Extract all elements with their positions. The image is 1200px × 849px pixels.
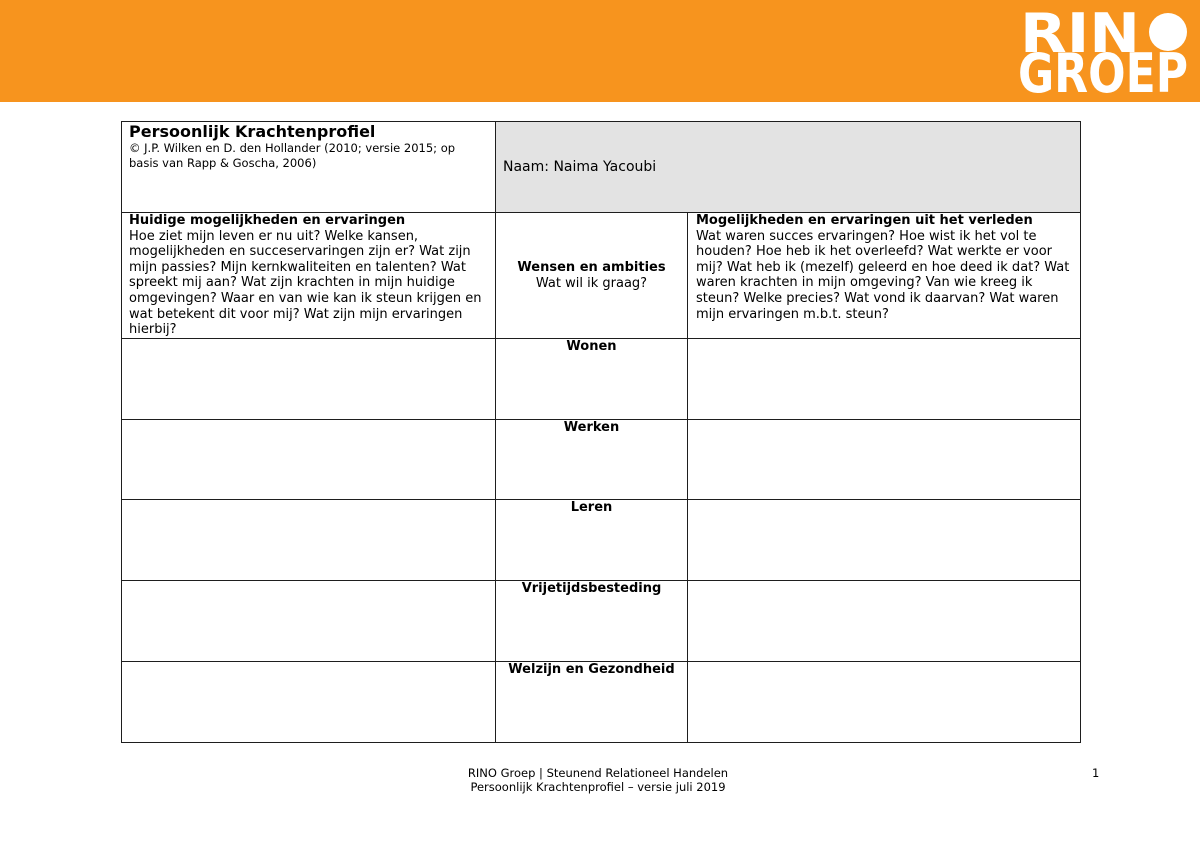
form-title: Persoonlijk Krachtenprofiel [129,122,376,141]
current-cell-welzijn [121,661,495,742]
past-cell-wonen [687,338,1080,419]
past-text-line: mijn ervaringen m.b.t. steun? [696,306,889,322]
current-text-line: mijn passies? Mijn kernkwaliteiten en talenten? Wat [129,259,466,275]
footer-line-2: Persoonlijk Krachtenprofiel – versie juli 2019 [470,780,726,794]
current-cell-vrijetijdsbesteding [121,580,495,661]
current-text-line: omgevingen? Waar en van wie kan ik steun krijgen en [129,290,482,306]
current-text-line: mogelijkheden en succeservaringen zijn er? Wat zijn [129,244,471,260]
rino-groep-logo [1008,0,1198,102]
credit-line: © J.P. Wilken en D. den Hollander (2010; versie 2015; op [129,141,456,155]
current-heading-cell [121,212,495,338]
page-footer [0,766,1196,794]
domain-label: Vrijetijdsbesteding [521,581,662,596]
domain-cell-wonen [495,338,687,419]
domain-cell-vrijetijdsbesteding [495,580,687,661]
past-heading: Mogelijkheden en ervaringen uit het verleden [696,213,1033,228]
past-text-line: houden? Hoe heb ik het overleefd? Wat werkte er voor [696,244,1053,260]
past-text-line: steun? Welke precies? Wat vond ik daarvan? Wat waren [696,290,1059,306]
domain-label: Leren [570,500,613,515]
current-text-line: Hoe ziet mijn leven er nu uit? Welke kansen, [129,228,419,244]
domain-label: Werken [563,420,620,435]
domain-label: Wonen [566,339,617,354]
domain-cell-welzijn [495,661,687,742]
past-text-line: waren krachten in mijn omgeving? Van wie kreeg ik [696,275,1033,291]
past-heading-cell [687,212,1080,338]
current-heading: Huidige mogelijkheden en ervaringen [129,213,406,228]
profile-table [121,121,1081,743]
credit-line: basis van Rapp & Goscha, 2006) [129,156,317,170]
past-cell-werken [687,419,1080,499]
name-label: Naam: [503,158,549,175]
past-text-line: mij? Wat heb ik (mezelf) geleerd en hoe deed ik dat? Wat [696,259,1070,275]
footer-line-1: RINO Groep | Steunend Relationeel Handelen [467,766,729,780]
title-cell [121,121,495,212]
past-text-line: Wat waren succes ervaringen? Hoe wist ik het vol te [696,228,1037,244]
logo-line-1: RIN [1020,2,1140,65]
wishes-heading: Wensen en ambities [517,259,666,275]
name-cell [495,121,1080,212]
domain-cell-werken [495,419,687,499]
domain-cell-leren [495,499,687,580]
current-cell-wonen [121,338,495,419]
current-text-line: hierbij? [129,322,177,338]
wishes-heading-cell [495,212,687,338]
page-number: 1 [1092,766,1100,780]
past-cell-welzijn [687,661,1080,742]
domain-label: Welzijn en Gezondheid [508,662,675,677]
past-cell-vrijetijdsbesteding [687,580,1080,661]
past-cell-leren [687,499,1080,580]
current-cell-werken [121,419,495,499]
current-text-line: spreekt mij aan? Wat zijn krachten in mijn huidige [129,275,455,291]
wishes-subheading: Wat wil ik graag? [535,275,648,291]
logo-line-2: GROEP [1018,42,1188,102]
current-cell-leren [121,499,495,580]
current-text-line: wat betekent dit voor mij? Wat zijn mijn ervaringen [129,306,463,322]
name-value: Naima Yacoubi [553,158,657,175]
